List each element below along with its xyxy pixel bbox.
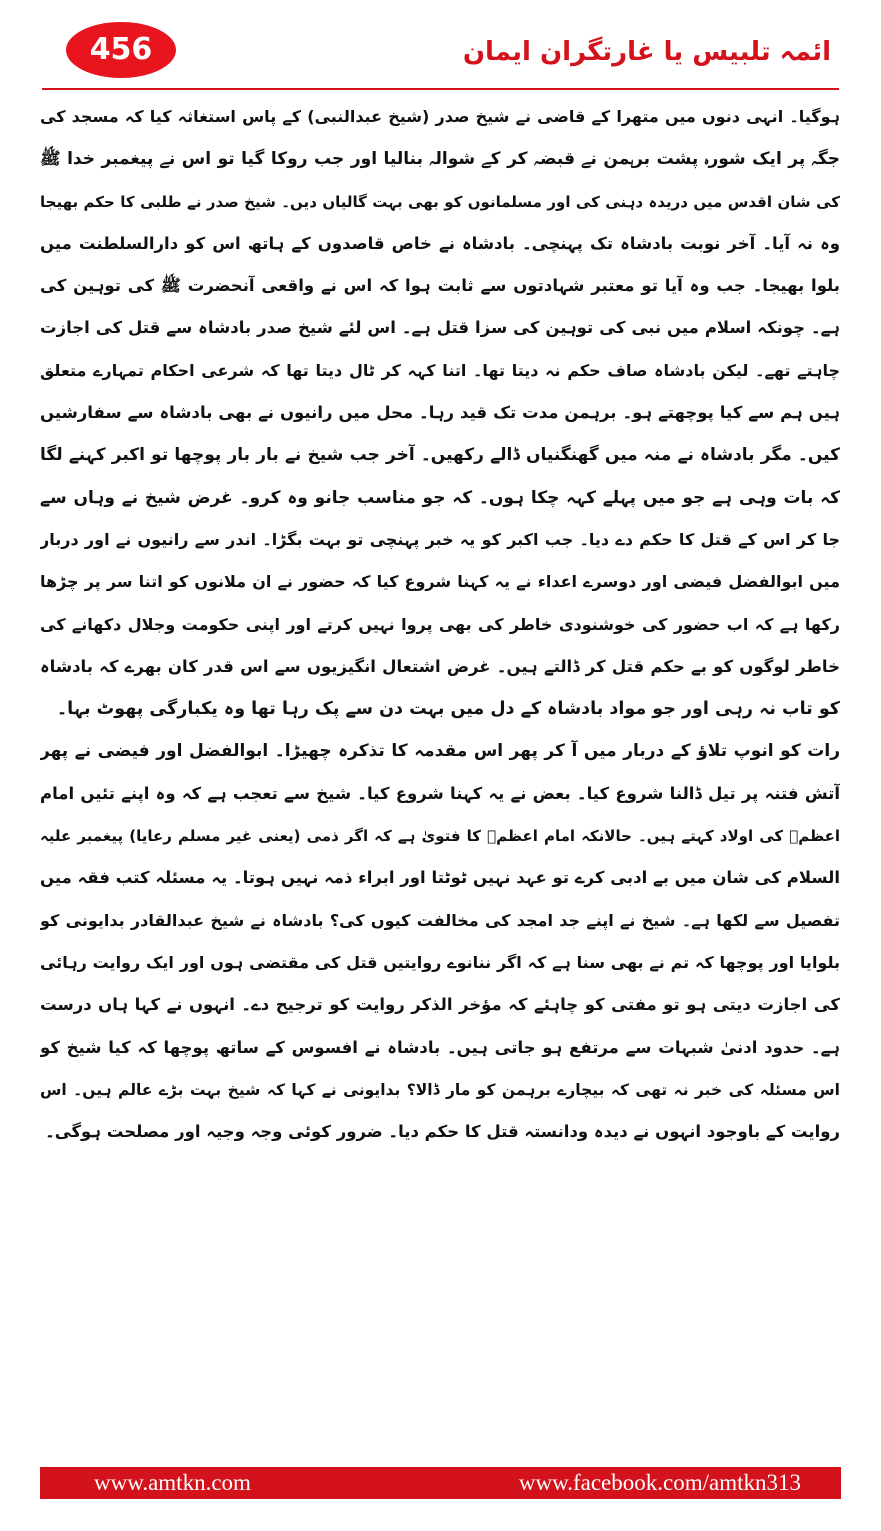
footer-bar bbox=[40, 1467, 841, 1499]
facebook-link[interactable]: www.facebook.com/amtkn313 bbox=[518, 1470, 801, 1495]
page-number-badge: 456 bbox=[66, 22, 176, 78]
text-line: آتش فتنہ پر تیل ڈالنا شروع کیا۔ بعض نے یہ کہنا شروع کیا۔ شیخ سے تعجب ہے کہ وہ اپنے تئیں امام bbox=[40, 783, 840, 803]
text-line: وہ نہ آیا۔ آخر نوبت بادشاہ تک پہنچی۔ بادشاہ نے خاص قاصدوں کے ہاتھ اس کو دارالسلطنت میں bbox=[40, 233, 840, 253]
text-line: اعظمؒ کی اولاد کہتے ہیں۔ حالانکہ امام اعظمؒ کا فتویٰ ہے کہ اگر ذمی (یعنی غیر مسلم رعایا) پیغمبر علیہ bbox=[40, 827, 840, 846]
text-line: السلام کی شان میں بے ادبی کرے تو عہد نہیں ٹوٹتا اور ابراء ذمہ نہیں ہوتا۔ یہ مسئلہ کتب فقہ میں bbox=[40, 868, 840, 888]
book-title: ائمہ تلبیس یا غارتگران ایمان bbox=[462, 37, 831, 67]
text-line: تفصیل سے لکھا ہے۔ شیخ نے اپنے جد امجد کی مخالفت کیوں کی؟ بادشاہ نے شیخ عبدالقادر بدایونی کو bbox=[40, 910, 840, 930]
text-line: میں ابوالفضل فیضی اور دوسرے اعداء نے یہ کہنا شروع کیا کہ حضور نے ان ملانوں کو اتنا سر پر چڑھا bbox=[40, 572, 840, 592]
text-line: اس مسئلہ کی خبر نہ تھی کہ بیچارے برہمن کو مار ڈالا؟ بدایونی نے کہا کہ شیخ بہت بڑے عالم ہیں۔ اس bbox=[40, 1080, 840, 1099]
text-line: رکھا ہے کہ اب حضور کی خوشنودی خاطر کی بھی پروا نہیں کرتے اور اپنی حکومت وجلال دکھانے کی bbox=[40, 614, 840, 634]
text-line: ہے۔ حدود ادنیٰ شبہات سے مرتفع ہو جاتی ہیں۔ بادشاہ نے افسوس کے ساتھ پوچھا کہ کیا شیخ کو bbox=[40, 1037, 840, 1057]
text-line: ہیں ہم سے کیا پوچھتے ہو۔ برہمن مدت تک قید رہا۔ محل میں رانیوں نے بھی بادشاہ سے سفارشیں bbox=[40, 403, 840, 423]
text-line: کی شان اقدس میں دریدہ دہنی کی اور مسلمانوں کو بھی بہت گالیاں دیں۔ شیخ صدر نے طلبی کا حکم بھیجا bbox=[40, 192, 840, 211]
text-line: ہوگیا۔ انہی دنوں میں متھرا کے قاضی نے شیخ صدر (شیخ عبدالنبی) کے پاس استغاثہ کیا کہ مسجد کی bbox=[40, 107, 840, 126]
text-line: خاطر لوگوں کو بے حکم قتل کر ڈالتے ہیں۔ غرض اشتعال انگیزیوں سے اس قدر کان بھرے کہ بادشاہ bbox=[40, 656, 840, 676]
text-line: چاہتے تھے۔ لیکن بادشاہ صاف حکم نہ دیتا تھا۔ اتنا کہہ کر ٹال دیتا تھا کہ شرعی احکام تمہارے متعلق bbox=[40, 360, 840, 380]
text-line: کیں۔ مگر بادشاہ نے منہ میں گھنگنیاں ڈالے رکھیں۔ آخر جب شیخ نے بار بار پوچھا تو اکبر کہنے لگا bbox=[40, 445, 840, 466]
text-line: جا کر اس کے قتل کا حکم دے دیا۔ جب اکبر کو یہ خبر پہنچی تو بہت بگڑا۔ اندر سے رانیوں نے اور دربار bbox=[40, 529, 840, 549]
text-line: کہ بات وہی ہے جو میں پہلے کہہ چکا ہوں۔ کہ جو مناسب جانو وہ کرو۔ غرض شیخ نے وہاں سے bbox=[40, 487, 840, 508]
website-link[interactable]: www.amtkn.com bbox=[94, 1470, 251, 1495]
header-divider bbox=[42, 88, 839, 90]
text-line: جگہ پر ایک شورہ پشت برہمن نے قبضہ کر کے شوالہ بنالیا اور جب روکا گیا تو اس نے پیغمبر خدا ﷺ bbox=[40, 149, 840, 170]
text-line: روایت کے باوجود انہوں نے دیدہ ودانستہ قتل کا حکم دیا۔ ضرور کوئی وجہ وجیہ اور مصلحت ہوگی۔ bbox=[45, 1122, 840, 1142]
text-line: کو تاب نہ رہی اور جو مواد بادشاہ کے دل میں بہت دن سے پک رہا تھا وہ یکبارگی پھوٹ بہا۔ bbox=[56, 699, 840, 720]
body-text bbox=[40, 96, 840, 1153]
text-line: بلوایا اور پوچھا کہ تم نے بھی سنا ہے کہ اگر ننانوے روایتیں قتل کی مقتضی ہوں اور ایک روایت رہائی bbox=[40, 952, 840, 972]
text-line: ہے۔ چونکہ اسلام میں نبی کی توہین کی سزا قتل ہے۔ اس لئے شیخ صدر بادشاہ سے قتل کی اجازت bbox=[40, 318, 840, 338]
text-line: کی اجازت دیتی ہو تو مفتی کو چاہئے کہ مؤخر الذکر روایت کو ترجیح دے۔ انہوں نے کہا ہاں درست bbox=[40, 995, 840, 1015]
text-line: رات کو انوپ تلاؤ کے دربار میں آ کر پھر اس مقدمہ کا تذکرہ چھیڑا۔ ابوالفضل اور فیضی نے پھر bbox=[40, 741, 840, 762]
text-line: بلوا بھیجا۔ جب وہ آیا تو معتبر شہادتوں سے ثابت ہوا کہ اس نے واقعی آنحضرت ﷺ کی توہین کی bbox=[40, 276, 840, 296]
